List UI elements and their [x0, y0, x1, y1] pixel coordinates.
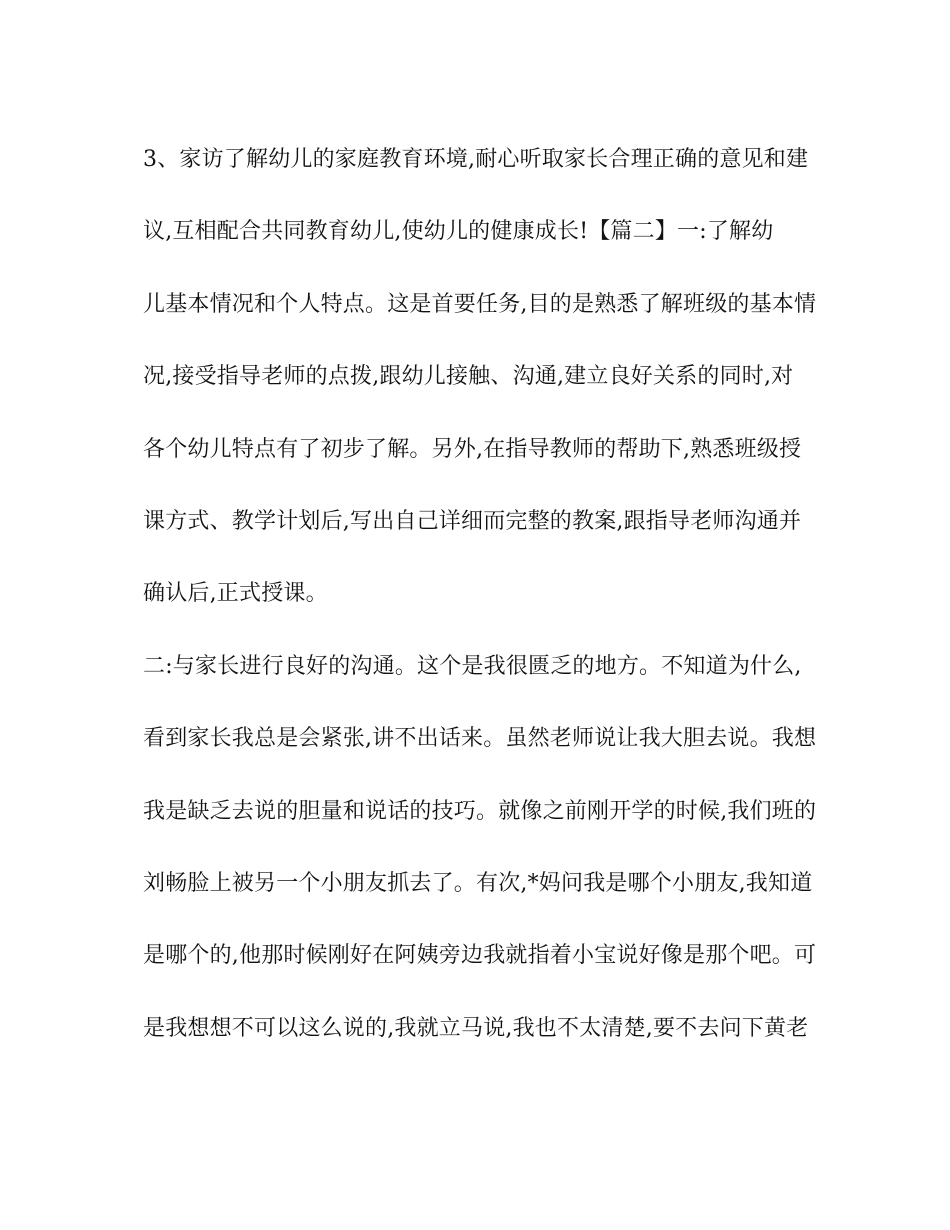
text-line-10: 我是缺乏去说的胆量和说话的技巧。就像之前刚开学的时候,我们班的 [143, 798, 817, 824]
text-line-11: 刘畅脸上被另一个小朋友抓去了。有次,*妈问我是哪个小朋友,我知道 [143, 870, 813, 896]
text-line-5: 各个幼儿特点有了初步了解。另外,在指导教师的帮助下,熟悉班级授 [143, 436, 802, 462]
text-line-1: 3、家访了解幼儿的家庭教育环境,耐心听取家长合理正确的意见和建 [143, 147, 809, 172]
text-line-7: 确认后,正式授课。 [143, 581, 328, 607]
text-line-8: 二:与家长进行良好的沟通。这个是我很匮乏的地方。不知道为什么, [143, 653, 802, 679]
text-line-9: 看到家长我总是会紧张,讲不出话来。虽然老师说让我大胆去说。我想 [143, 726, 817, 752]
text-line-3: 儿基本情况和个人特点。这是首要任务,目的是熟悉了解班级的基本情 [143, 291, 817, 317]
body-text [143, 136, 823, 1077]
text-line-13: 是我想想不可以这么说的,我就立马说,我也不太清楚,要不去问下黄老 [143, 1015, 809, 1041]
text-line-4: 况,接受指导老师的点拨,跟幼儿接触、沟通,建立良好关系的同时,对 [143, 364, 794, 390]
text-line-6: 课方式、教学计划后,写出自己详细而完整的教案,跟指导老师沟通并 [143, 508, 802, 534]
text-line-12: 是哪个的,他那时候刚好在阿姨旁边我就指着小宝说好像是那个吧。可 [143, 943, 817, 969]
text-line-2: 议,互相配合共同教育幼儿,使幼儿的健康成长!【篇二】一:了解幼 [143, 219, 774, 245]
